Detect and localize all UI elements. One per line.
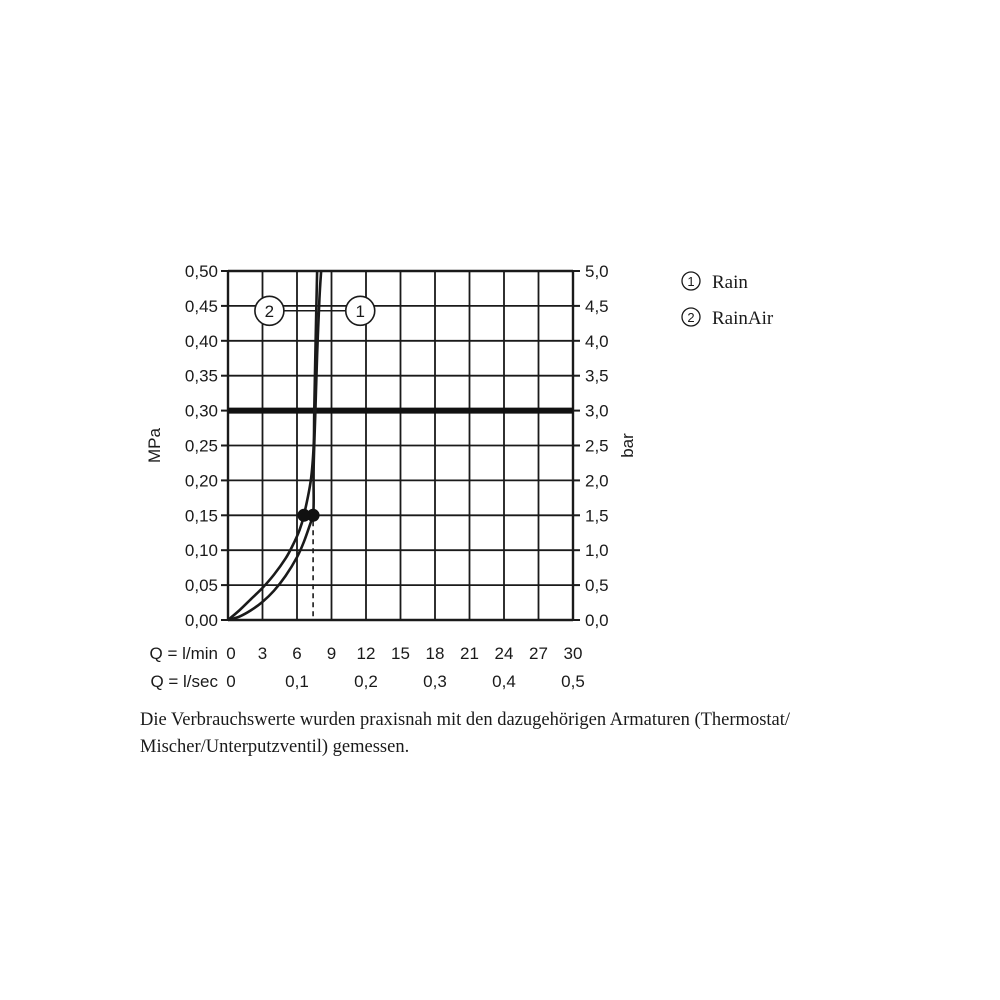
legend [682, 272, 774, 329]
y-right-axis-title: bar [618, 433, 637, 458]
x-bottom-tick-label: 27 [529, 644, 548, 663]
x-bottom-tick-label: 15 [391, 644, 410, 663]
curve-marker-2-label: 2 [264, 301, 275, 321]
y-left-tick-label: 0,30 [184, 401, 218, 421]
x-bottom-tick-label: 18 [425, 644, 445, 663]
y-right-tick-label: 0,5 [585, 576, 609, 596]
y-left-tick-label: 0,05 [184, 576, 218, 596]
operating-point-rainair [297, 509, 310, 522]
y-right-tick-label: 3,0 [585, 401, 609, 421]
y-left-tick-label: 0,15 [184, 506, 218, 526]
x-secondary-ticks [150, 672, 584, 691]
y-left-tick-label: 0,50 [184, 262, 218, 281]
y-left-ticks [185, 262, 218, 630]
x-secondary-tick-label: 0 [226, 672, 236, 691]
y-left-tick-label: 0,25 [184, 436, 218, 456]
y-right-tick-label: 4,0 [585, 331, 609, 351]
y-right-tick-label: 1,5 [585, 506, 609, 526]
x-bottom-ticks [150, 644, 583, 663]
y-right-ticks [585, 262, 609, 630]
x-bottom-axis-label: Q = l/min [149, 644, 218, 663]
x-secondary-axis-label: Q = l/sec [150, 672, 218, 691]
x-bottom-tick-label: 12 [356, 644, 376, 663]
x-bottom-tick-label: 6 [292, 644, 302, 663]
legend-marker-number: 2 [687, 310, 695, 325]
y-left-tick-label: 0,10 [184, 541, 218, 561]
x-secondary-tick-label: 0,4 [492, 672, 516, 691]
x-secondary-tick-label: 0,5 [561, 672, 585, 691]
x-bottom-tick-label: 30 [563, 644, 583, 663]
y-right-tick-label: 4,5 [585, 296, 609, 316]
x-bottom-tick-label: 24 [494, 644, 514, 663]
y-right-tick-label: 5,0 [585, 262, 609, 281]
caption: Die Verbrauchswerte wurden praxisnah mit den dazugehörigen Armaturen (Thermostat/ Mischer/Unterputzventil) gemessen. [140, 710, 791, 757]
y-left-tick-label: 0,35 [184, 366, 218, 386]
curve-marker-1-label: 1 [355, 301, 365, 321]
legend-label-rainair: RainAir [712, 308, 774, 329]
y-left-tick-label: 0,40 [184, 331, 218, 351]
y-right-tick-label: 2,0 [585, 471, 609, 491]
y-left-axis-title: MPa [145, 428, 164, 463]
x-secondary-tick-label: 0,3 [423, 672, 447, 691]
x-secondary-tick-label: 0,1 [285, 672, 309, 691]
x-bottom-tick-label: 21 [460, 644, 479, 663]
x-bottom-tick-label: 3 [257, 644, 268, 663]
y-right-tick-label: 3,5 [585, 366, 609, 386]
x-bottom-tick-label: 9 [326, 644, 337, 663]
x-bottom-tick-label: 0 [226, 644, 236, 663]
y-right-tick-label: 1,0 [585, 541, 609, 561]
y-left-tick-label: 0,00 [184, 611, 218, 630]
x-secondary-tick-label: 0,2 [354, 672, 378, 691]
y-right-tick-label: 2,5 [585, 436, 609, 456]
y-left-tick-label: 0,20 [184, 471, 218, 491]
y-right-tick-label: 0,0 [585, 611, 609, 630]
y-left-tick-label: 0,45 [184, 296, 218, 316]
legend-label-rain: Rain [712, 272, 748, 293]
legend-marker-number: 1 [687, 274, 695, 289]
